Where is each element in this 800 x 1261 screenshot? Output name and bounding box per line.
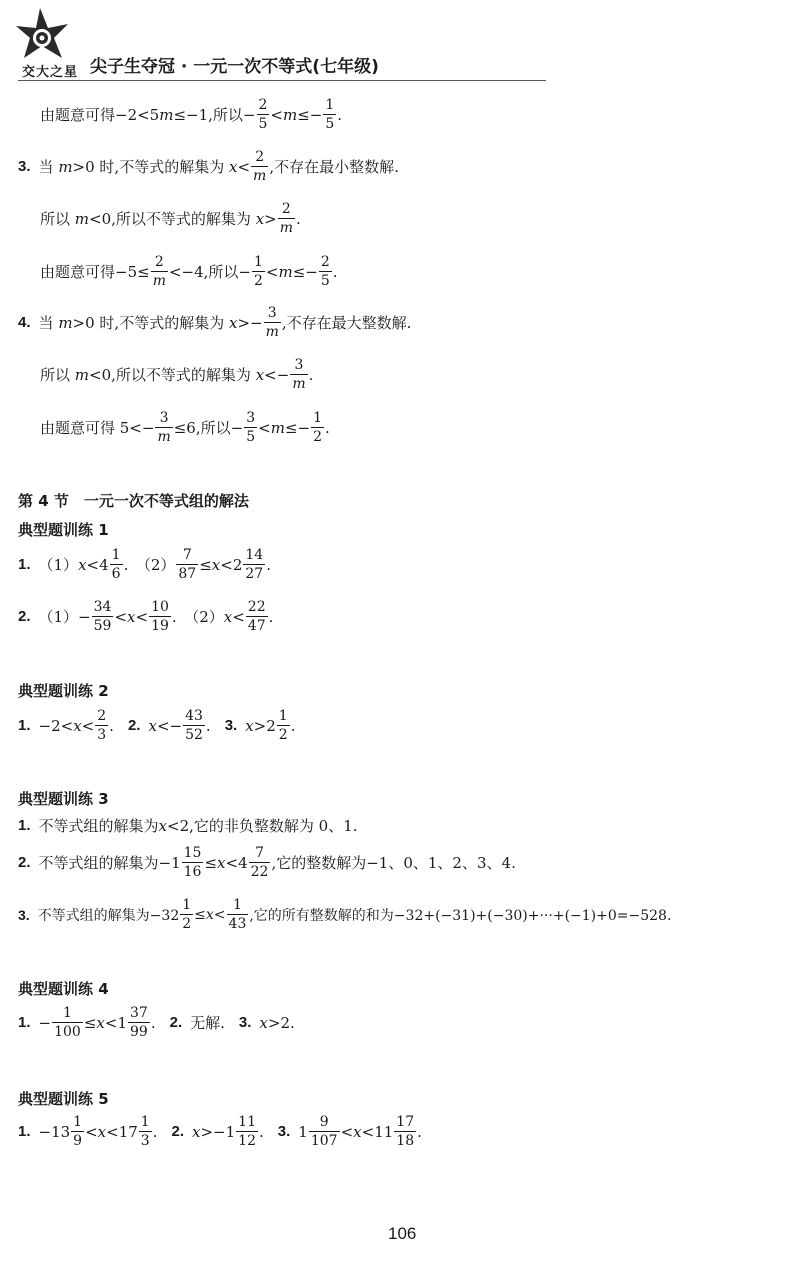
q3-line-3	[40, 255, 338, 288]
training-1-title: 典型题训练 1	[18, 521, 109, 539]
fraction-numerator: 2	[281, 201, 291, 217]
fraction-numerator: 1	[182, 897, 192, 913]
text-segment: <	[232, 607, 245, 626]
text-segment: <	[258, 418, 271, 437]
fraction	[251, 150, 268, 183]
text-segment: .	[290, 716, 296, 735]
fraction	[176, 548, 198, 581]
text-segment: 所以	[40, 210, 71, 228]
fraction-denominator: 43	[228, 916, 247, 932]
text-segment: .	[308, 365, 314, 384]
text-segment: >0 时,不等式的解集为	[72, 314, 225, 332]
text-segment: .	[296, 209, 301, 228]
training-4-answers	[18, 1006, 295, 1039]
text-segment: >−1	[200, 1122, 236, 1141]
fraction-numerator: 1	[325, 97, 335, 113]
variable: m	[278, 262, 293, 281]
text-segment: .	[337, 105, 343, 124]
text-segment: . （2）	[123, 556, 176, 574]
variable: x	[255, 365, 265, 384]
fraction-denominator: m	[157, 429, 171, 445]
variable: m	[159, 105, 174, 124]
text-segment: 不等式组的解集为−32	[37, 907, 180, 924]
variable: x	[158, 816, 167, 835]
fraction	[92, 600, 114, 633]
fraction	[244, 411, 257, 444]
fraction-denominator: 5	[246, 429, 256, 445]
variable: x	[255, 209, 265, 228]
fraction	[110, 548, 123, 581]
fraction-numerator: 11	[238, 1114, 256, 1130]
fraction	[319, 255, 332, 288]
text-segment: <−4,所以−	[168, 263, 251, 281]
text-segment: 由题意可得−2<5	[40, 106, 160, 124]
text-segment: <	[135, 607, 149, 626]
fraction-denominator: 19	[151, 618, 169, 634]
text-segment: ,它的所有整数解的和为−32+(−31)+(−30)+···+(−1)+0=−528.	[249, 907, 672, 924]
item-number: 3.	[277, 1123, 291, 1140]
text-segment: 由题意可得 5<−	[40, 419, 155, 437]
item-number: 1.	[18, 1014, 31, 1031]
fraction-denominator: 107	[310, 1133, 338, 1149]
text-segment: <−	[156, 716, 183, 735]
item-number: 1.	[18, 817, 31, 834]
text-segment: <−	[264, 365, 290, 384]
fraction	[71, 1115, 84, 1148]
text-segment: ,它的整数解为−1、0、1、2、3、4.	[271, 854, 516, 872]
variable: x	[245, 716, 254, 735]
fraction-denominator: 9	[73, 1133, 83, 1149]
text-segment: <	[81, 716, 95, 735]
fraction-denominator: 5	[258, 116, 268, 132]
text-segment: <0,所以不等式的解集为	[89, 366, 251, 384]
text-segment: .	[205, 716, 211, 735]
fraction-numerator: 37	[130, 1005, 148, 1021]
header-title: 尖子生夺冠 · 一元一次不等式(七年级)	[90, 57, 379, 77]
training-2-title: 典型题训练 2	[18, 682, 109, 700]
text-segment: ≤	[83, 1013, 97, 1032]
text-segment: （1）−	[38, 608, 91, 626]
fraction	[257, 98, 270, 131]
fraction-numerator: 22	[247, 599, 266, 615]
text-segment: >	[264, 209, 277, 228]
text-segment: 由题意可得−5≤	[40, 263, 150, 281]
text-segment: ≤6,所以−	[173, 419, 244, 437]
text-segment: <	[265, 262, 279, 281]
text-segment: <1	[104, 1013, 127, 1032]
fraction-denominator: m	[152, 273, 166, 289]
variable: x	[96, 1013, 105, 1032]
q4-line-3	[40, 411, 330, 444]
logo-text: 交大之星	[22, 65, 79, 80]
fraction-numerator: 3	[294, 357, 304, 373]
text-segment: ≤	[194, 906, 206, 923]
text-segment: −13	[38, 1122, 71, 1141]
text-segment: <11	[361, 1122, 394, 1141]
fraction	[227, 898, 249, 931]
fraction-numerator: 1	[140, 1114, 150, 1130]
fraction-numerator: 2	[320, 254, 330, 270]
fraction-denominator: 100	[54, 1024, 81, 1040]
q3-line-2	[40, 202, 301, 235]
fraction-numerator: 2	[258, 97, 268, 113]
item-number: 2.	[18, 608, 31, 625]
fraction-numerator: 2	[255, 149, 265, 165]
text-segment: <2	[220, 555, 243, 574]
fraction	[309, 1115, 340, 1148]
fraction-denominator: 59	[93, 618, 112, 634]
fraction	[394, 1115, 416, 1148]
fraction-numerator: 1	[313, 410, 322, 426]
prev-line-1	[40, 98, 342, 131]
text-segment: .	[109, 716, 114, 735]
fraction	[149, 600, 171, 633]
variable: x	[217, 853, 226, 872]
q4-line-2	[40, 358, 313, 391]
fraction-denominator: m	[279, 220, 294, 236]
fraction	[182, 846, 204, 879]
text-segment: （1）	[38, 556, 79, 574]
text-segment: .	[259, 1122, 264, 1141]
text-segment: 当	[38, 158, 54, 176]
fraction-denominator: m	[292, 376, 306, 392]
text-segment: ≤−	[292, 262, 318, 281]
fraction	[243, 548, 265, 581]
text-segment: <4	[225, 853, 248, 872]
variable: x	[228, 313, 238, 332]
training-1-answer-1	[18, 548, 271, 581]
fraction-numerator: 1	[254, 254, 263, 270]
fraction-denominator: 52	[185, 727, 203, 743]
page-header	[10, 6, 546, 82]
variable: m	[270, 418, 285, 437]
variable: x	[228, 157, 238, 176]
item-number: 4.	[18, 314, 31, 331]
training-3-title: 典型题训练 3	[18, 790, 109, 808]
text-segment: <	[237, 157, 251, 176]
text-segment: <	[114, 607, 128, 626]
item-number: 2.	[171, 1123, 185, 1140]
text-segment: .	[150, 1013, 156, 1032]
fraction-numerator: 1	[278, 708, 288, 724]
fraction-denominator: 99	[130, 1024, 148, 1040]
variable: x	[192, 1122, 201, 1141]
variable: x	[148, 716, 157, 735]
variable: x	[78, 555, 87, 574]
variable: x	[211, 555, 221, 574]
fraction-numerator: 3	[267, 305, 277, 321]
variable: m	[74, 365, 90, 384]
text-segment: .	[152, 1122, 158, 1141]
text-segment: ≤−	[297, 105, 323, 124]
fraction-numerator: 2	[97, 708, 107, 724]
text-segment: .	[324, 418, 330, 437]
item-number: 3.	[224, 717, 238, 734]
fraction-denominator: m	[253, 168, 267, 184]
fraction	[183, 709, 205, 742]
text-segment: ,不存在最大整数解.	[281, 314, 412, 332]
variable: m	[283, 105, 298, 124]
item-number: 3.	[18, 158, 31, 175]
text-segment: 所以	[40, 366, 71, 384]
fraction-denominator: m	[265, 324, 279, 340]
text-segment: >−	[237, 313, 263, 332]
fraction	[128, 1006, 150, 1039]
text-segment: −	[38, 1013, 52, 1032]
fraction-numerator: 1	[111, 547, 121, 563]
fraction-numerator: 14	[245, 547, 264, 563]
section-heading: 第 4 节 一元一次不等式组的解法	[18, 492, 249, 510]
text-segment: ≤−	[284, 418, 311, 437]
fraction	[246, 600, 268, 633]
text-segment: <0,所以不等式的解集为	[89, 210, 251, 228]
fraction-numerator: 15	[183, 845, 202, 861]
variable: x	[73, 716, 82, 735]
fraction-denominator: 18	[396, 1133, 415, 1149]
variable: x	[259, 1013, 268, 1032]
fraction	[180, 898, 193, 931]
text-segment: <	[213, 906, 226, 923]
variable: x	[223, 607, 233, 626]
text-segment: 无解.	[190, 1014, 225, 1032]
variable: x	[97, 1122, 107, 1141]
text-segment: >2.	[267, 1013, 295, 1032]
training-2-answers	[18, 709, 296, 742]
text-segment: 不等式组的解集为	[38, 817, 159, 835]
text-segment: .	[417, 1122, 422, 1141]
training-3-answer-2	[18, 846, 516, 879]
fraction-numerator: 1	[232, 897, 242, 913]
variable: x	[127, 607, 136, 626]
text-segment: >2	[253, 716, 276, 735]
q3-line-1	[18, 150, 399, 183]
text-segment: <17	[106, 1122, 138, 1141]
fraction-numerator: 3	[159, 410, 169, 426]
text-segment: <	[340, 1122, 354, 1141]
fraction-denominator: 22	[250, 864, 269, 880]
text-segment: −2<	[38, 716, 74, 735]
fraction	[95, 709, 108, 742]
fraction-denominator: 5	[325, 116, 335, 132]
training-5-answers	[18, 1115, 422, 1148]
training-4-title: 典型题训练 4	[18, 980, 109, 998]
fraction-denominator: 5	[320, 273, 330, 289]
fraction-numerator: 2	[154, 254, 164, 270]
header-divider	[18, 80, 546, 81]
fraction-denominator: 2	[182, 916, 192, 932]
fraction-numerator: 17	[396, 1114, 415, 1130]
text-segment: <	[85, 1122, 98, 1141]
text-segment: .	[268, 607, 274, 626]
text-segment: ≤−1,所以−	[173, 106, 256, 124]
text-segment: .	[332, 262, 338, 281]
fraction-numerator: 34	[93, 599, 112, 615]
item-number: 1.	[18, 717, 31, 734]
fraction	[249, 846, 271, 879]
fraction-denominator: 3	[97, 727, 107, 743]
text-segment: >0 时,不等式的解集为	[72, 158, 225, 176]
text-segment: ≤	[199, 555, 212, 574]
item-number: 3.	[238, 1014, 252, 1031]
fraction-numerator: 7	[182, 547, 192, 563]
text-segment: . （2）	[171, 608, 224, 626]
text-segment: <2,它的非负整数解为 0、1.	[167, 817, 358, 835]
item-number: 3.	[18, 906, 30, 923]
variable: m	[58, 313, 73, 332]
text-segment: 1	[298, 1122, 308, 1141]
fraction	[139, 1115, 152, 1148]
fraction	[290, 358, 307, 391]
text-segment: ,不存在最小整数解.	[269, 158, 399, 176]
fraction	[264, 306, 281, 339]
page-number: 106	[388, 1224, 417, 1243]
q4-line-1	[18, 306, 411, 339]
fraction-numerator: 1	[63, 1005, 72, 1021]
text-segment: ≤	[204, 853, 218, 872]
fraction-denominator: 16	[183, 864, 202, 880]
fraction-numerator: 9	[319, 1114, 329, 1130]
fraction-numerator: 3	[246, 410, 256, 426]
fraction-denominator: 12	[238, 1133, 256, 1149]
fraction	[311, 411, 324, 444]
fraction	[278, 202, 295, 235]
fraction	[236, 1115, 258, 1148]
item-number: 1.	[18, 1123, 31, 1140]
fraction-denominator: 6	[111, 566, 121, 582]
item-number: 2.	[169, 1014, 183, 1031]
fraction	[277, 709, 290, 742]
item-number: 2.	[127, 717, 141, 734]
variable: x	[353, 1122, 362, 1141]
fraction-denominator: 87	[178, 566, 197, 582]
fraction	[151, 255, 168, 288]
text-segment: .	[266, 555, 271, 574]
fraction-numerator: 10	[151, 599, 169, 615]
text-segment: <	[270, 105, 283, 124]
text-segment: <4	[86, 555, 109, 574]
item-number: 2.	[18, 854, 31, 871]
variable: x	[205, 906, 214, 923]
variable: m	[58, 157, 73, 176]
training-3-answer-3	[18, 898, 671, 931]
training-5-title: 典型题训练 5	[18, 1090, 109, 1108]
fraction-denominator: 2	[313, 429, 322, 445]
variable: m	[74, 209, 90, 228]
fraction	[155, 411, 172, 444]
training-3-answer-1	[18, 815, 358, 836]
fraction-numerator: 7	[255, 845, 265, 861]
fraction-denominator: 2	[278, 727, 288, 743]
item-number: 1.	[18, 556, 31, 573]
text-segment: 不等式组的解集为−1	[38, 854, 181, 872]
text-segment: 当	[38, 314, 54, 332]
fraction-denominator: 27	[245, 566, 264, 582]
fraction	[323, 98, 336, 131]
fraction	[252, 255, 265, 288]
fraction-denominator: 47	[247, 618, 266, 634]
fraction	[52, 1006, 83, 1039]
fraction-denominator: 3	[140, 1133, 150, 1149]
fraction-denominator: 2	[254, 273, 263, 289]
training-1-answer-2	[18, 600, 273, 633]
fraction-numerator: 1	[73, 1114, 83, 1130]
fraction-numerator: 43	[185, 708, 203, 724]
